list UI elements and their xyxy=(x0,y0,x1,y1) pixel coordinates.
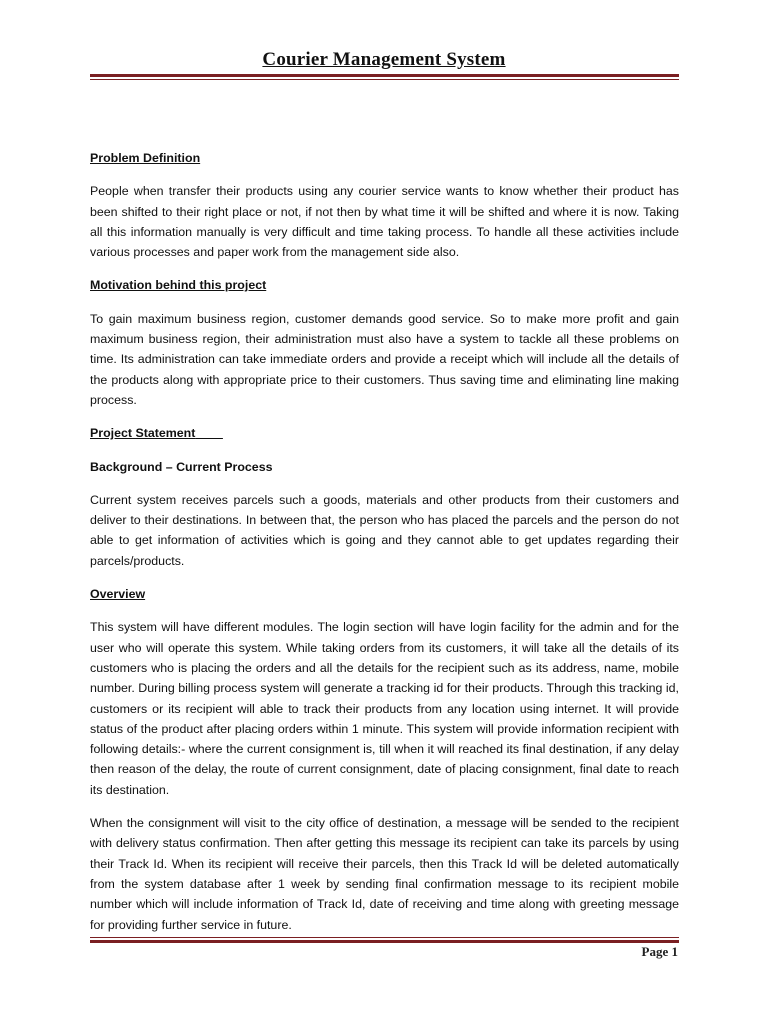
heading-problem-definition: Problem Definition xyxy=(90,151,201,165)
heading-project-statement-text: Project Statement xyxy=(90,426,196,441)
document-body xyxy=(90,148,679,948)
paragraph-closing: When the consignment will visit to the city office of destination, a message will be sended to the recipient with delivery status confirmation. Then after getting this message its recipient can take its parcels by using their Track Id. When its recipient will receive their parcels, then this Track Id will be deleted automatically from the system database after 1 week by sending final confirmation message to its recipient mobile number which will include information of Track Id, date of receiving and time along with greeting message for providing further service in future. xyxy=(90,816,679,932)
footer-rule xyxy=(90,937,679,943)
paragraph-problem-definition: People when transfer their products using any courier service wants to know whether their product has been shifted to their right place or not, if not then by what time it will be shifted and where it is now. Taking all this information manually is very difficult and time taking process. To handle all these activities include various processes and paper work from the management side also. xyxy=(90,184,679,260)
document-title: Courier Management System xyxy=(262,49,506,70)
heading-overview: Overview xyxy=(90,587,146,602)
heading-background: Background – Current Process xyxy=(90,459,273,474)
paragraph-motivation: To gain maximum business region, customer demands good service. So to make more profit and gain maximum business region, their administration must also have a system to tackle all these problems on time. Its administration can take immediate orders and provide a receipt which will include all the details of the products along with appropriate price to their customers. Thus saving time and eliminating line making process. xyxy=(90,311,679,407)
paragraph-background: Current system receives parcels such a goods, materials and other products from their customers and deliver to their destinations. In between that, the person who has placed the parcels and the person do not able to get information of activities which is going and they cannot able to get updates regarding their parcels/products. xyxy=(90,492,679,568)
heading-project-statement xyxy=(90,423,679,443)
heading-motivation: Motivation behind this project xyxy=(90,278,267,293)
page-number: Page 1 xyxy=(641,944,678,959)
paragraph-overview: This system will have different modules. The login section will have login facility for the admin and for the user who will operate this system. While taking orders from its customers, it will take all the details of its customers who is placing the orders and all the details for the recipient such as its address, name, mobile number. During billing process system will generate a tracking id for their products. Through this tracking id, customers or its recipient will able to track their products from any location using internet. It will provide status of the product after placing orders within 1 minute. This system will provide information recipient with following details:- where the current consignment is, till when it will reached its final destination, if any delay then reason of the delay, the route of current consignment, date of placing consignment, final date to reach its destination. xyxy=(90,620,679,797)
header-rule xyxy=(90,74,679,80)
